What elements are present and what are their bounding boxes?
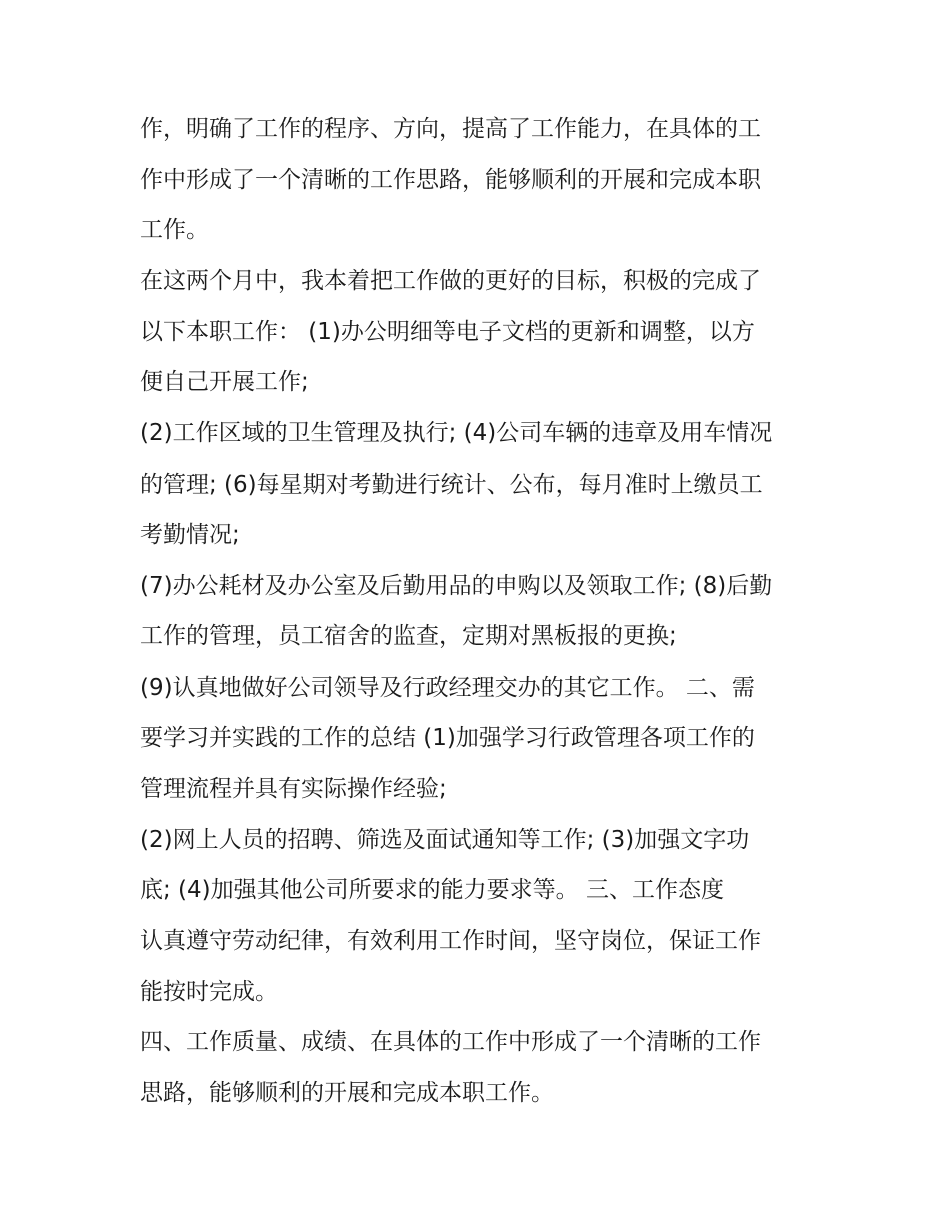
text-line: 能按时完成。: [140, 979, 278, 1005]
text-line: 作，明确了工作的程序、方向，提高了工作能力，在具体的工: [140, 116, 761, 142]
text-line: 作中形成了一个清晰的工作思路，能够顺利的开展和完成本职: [140, 167, 761, 193]
text-line: 考勤情况;: [140, 522, 240, 548]
text-line: 要学习并实践的工作的总结 (1)加强学习行政管理各项工作的: [140, 725, 755, 751]
text-line: 四、工作质量、成绩、在具体的工作中形成了一个清晰的工作: [140, 1029, 761, 1055]
text-line: 管理流程并具有实际操作经验;: [140, 776, 447, 802]
text-line: 工作的管理，员工宿舍的监查，定期对黑板报的更换;: [140, 623, 677, 649]
text-line: (7)办公耗材及办公室及后勤用品的申购以及领取工作; (8)后勤: [140, 573, 773, 599]
text-line: 底; (4)加强其他公司所要求的能力要求等。 三、工作态度: [140, 877, 724, 903]
text-line: 工作。: [140, 217, 209, 243]
text-line: (2)工作区域的卫生管理及执行; (4)公司车辆的违章及用车情况: [140, 420, 773, 446]
text-line: 在这两个月中，我本着把工作做的更好的目标，积极的完成了: [140, 268, 761, 294]
text-line: 的管理; (6)每星期对考勤进行统计、公布，每月准时上缴员工: [140, 472, 763, 498]
text-line: (9)认真地做好公司领导及行政经理交办的其它工作。 二、需: [140, 675, 755, 701]
text-line: 思路，能够顺利的开展和完成本职工作。: [140, 1080, 554, 1106]
text-line: 认真遵守劳动纪律，有效利用工作时间，坚守岗位，保证工作: [140, 928, 761, 954]
text-line: 以下本职工作： (1)办公明细等电子文档的更新和调整，以方: [140, 319, 755, 345]
text-line: (2)网上人员的招聘、筛选及面试通知等工作; (3)加强文字功: [140, 827, 750, 853]
text-line: 便自己开展工作;: [140, 369, 309, 395]
